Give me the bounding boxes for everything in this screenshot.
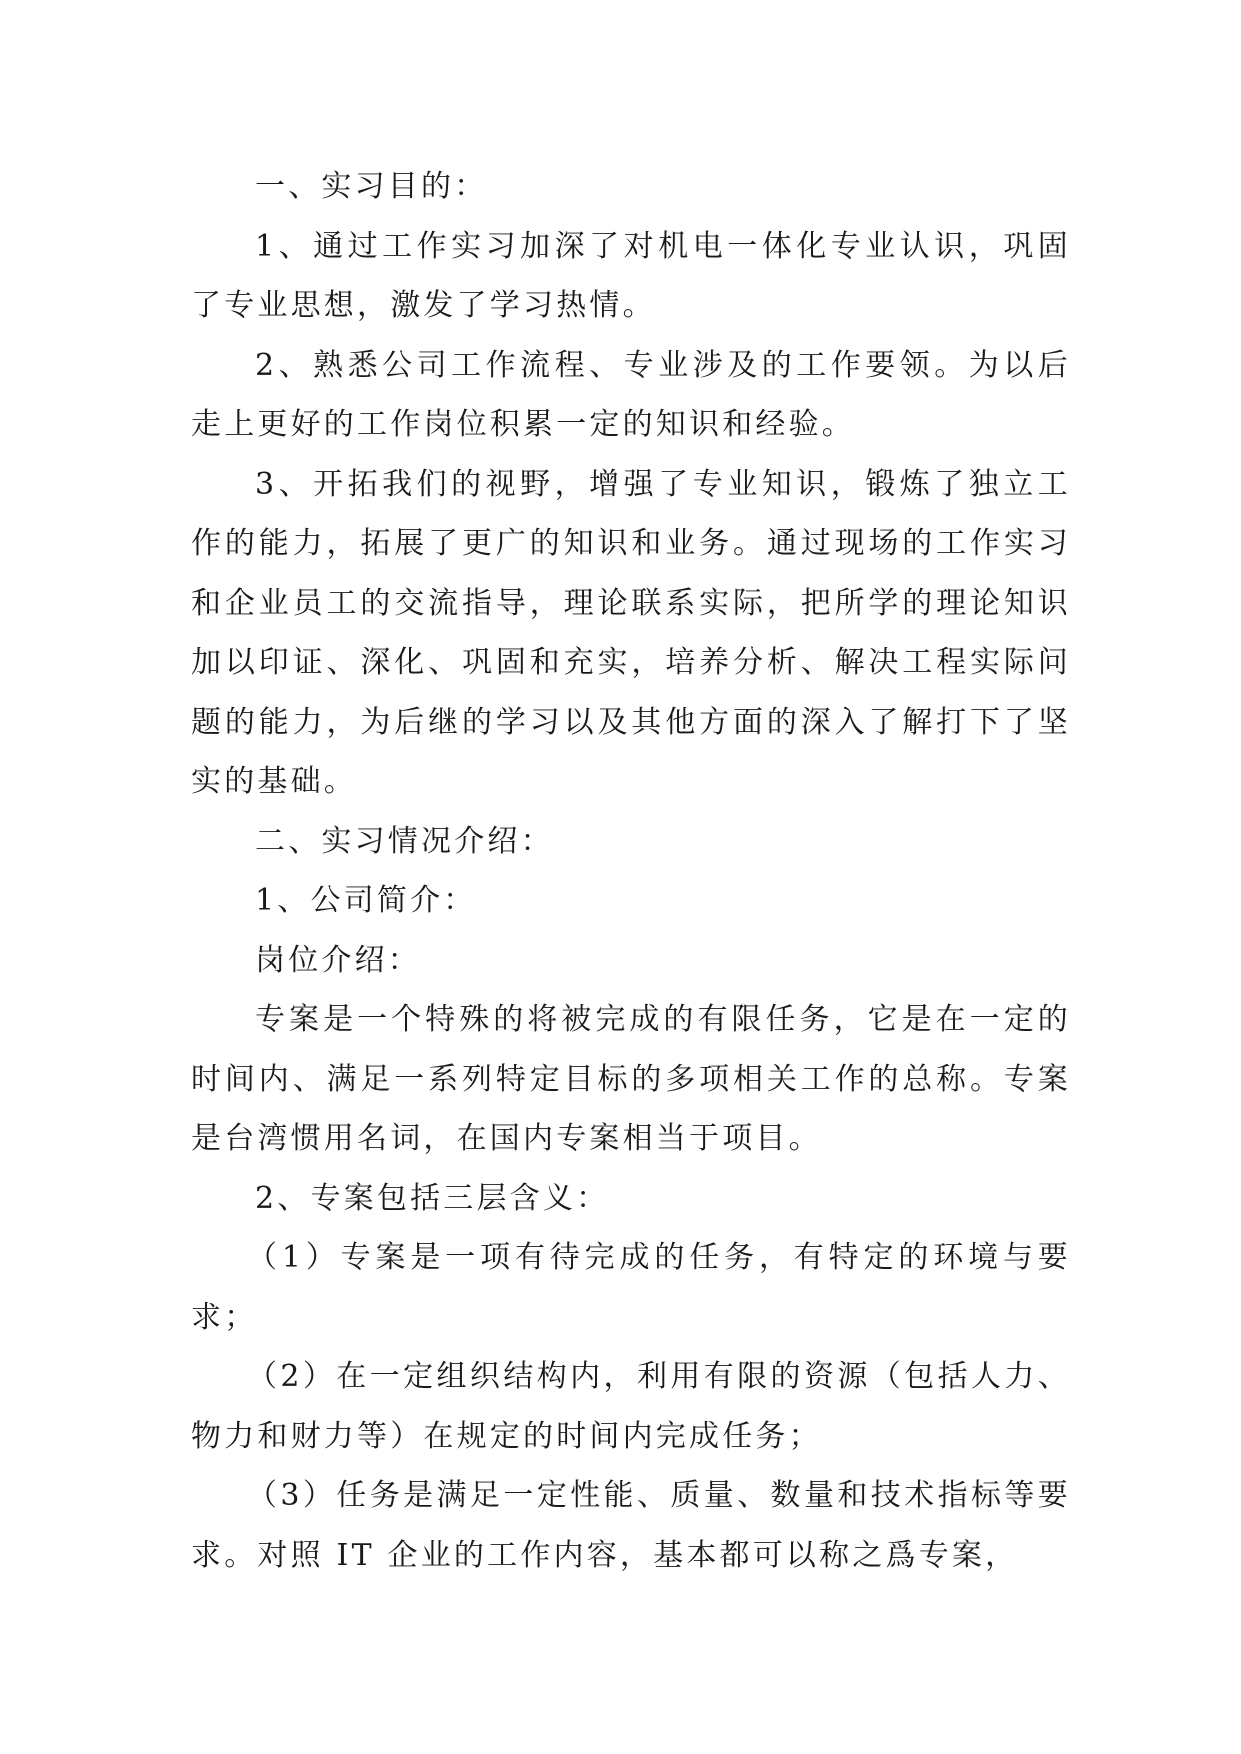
paragraph-meaning-1: （1）专案是一项有待完成的任务，有特定的环境与要求；: [191, 1240, 1071, 1335]
subheading-company: 1、公司简介：: [255, 883, 477, 918]
paragraph-project-definition: 专案是一个特殊的将被完成的有限任务，它是在一定的时间内、满足一系列特定目标的多项相关工作的总称。专案是台湾惯用名词，在国内专案相当于项目。: [191, 1002, 1071, 1156]
heading-purpose: 一、实习目的：: [255, 169, 488, 204]
paragraph-purpose-3: 3、开拓我们的视野，增强了专业知识，锻炼了独立工作的能力，拓展了更广的知识和业务。通过现场的工作实习和企业员工的交流指导，理论联系实际，把所学的理论知识加以印证、深化、巩固和充实，培养分析、解决工程实际问题的能力，为后继的学习以及其他方面的深入了解打下了坚实的基础。: [191, 466, 1071, 799]
paragraph-purpose-1: 1、通过工作实习加深了对机电一体化专业认识，巩固了专业思想，激发了学习热情。: [191, 228, 1071, 323]
paragraph-purpose-2: 2、熟悉公司工作流程、专业涉及的工作要领。为以后走上更好的工作岗位积累一定的知识和经验。: [191, 347, 1071, 442]
paragraph-meaning-3: （3）任务是满足一定性能、质量、数量和技术指标等要求。对照 IT 企业的工作内容，基本都可以称之爲专案，: [191, 1478, 1071, 1573]
document-body: [191, 157, 1071, 1585]
subheading-position: 岗位介绍：: [255, 942, 421, 978]
heading-situation: 二、实习情况介绍：: [255, 823, 554, 859]
subheading-project-meanings: 2、专案包括三层含义：: [255, 1180, 610, 1216]
paragraph-meaning-2: （2）在一定组织结构内，利用有限的资源（包括人力、物力和财力等）在规定的时间内完成任务；: [191, 1359, 1071, 1454]
